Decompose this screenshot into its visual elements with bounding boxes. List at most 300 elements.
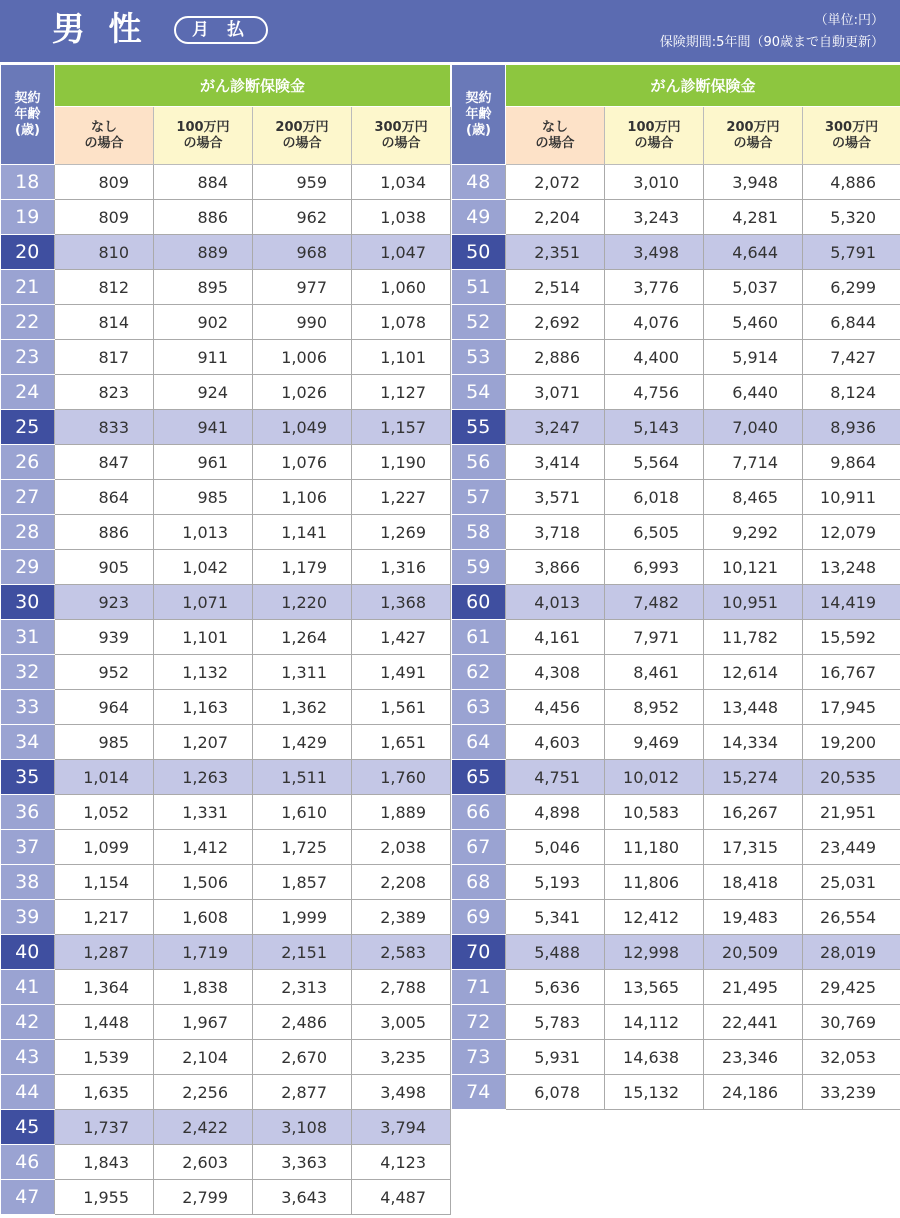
premium-cell: 1,506	[154, 865, 253, 900]
table-row	[1, 270, 451, 305]
premium-cell: 15,132	[605, 1075, 704, 1110]
premium-cell: 10,583	[605, 795, 704, 830]
column-header-line: なし	[90, 119, 117, 135]
premium-cell: 26,554	[803, 900, 900, 935]
table-row	[452, 795, 900, 830]
age-cell: 33	[1, 690, 55, 725]
premium-cell: 809	[55, 200, 154, 235]
premium-cell: 13,248	[803, 550, 900, 585]
premium-cell: 1,725	[253, 830, 352, 865]
premium-cell: 977	[253, 270, 352, 305]
age-cell: 25	[1, 410, 55, 445]
premium-cell: 10,951	[704, 585, 803, 620]
premium-cell: 817	[55, 340, 154, 375]
premium-cell: 1,429	[253, 725, 352, 760]
age-cell: 59	[452, 550, 506, 585]
premium-cell: 8,461	[605, 655, 704, 690]
premium-cell: 1,955	[55, 1180, 154, 1215]
table-row	[1, 935, 451, 970]
age-cell: 37	[1, 830, 55, 865]
premium-cell: 17,945	[803, 690, 900, 725]
premium-cell: 3,643	[253, 1180, 352, 1215]
premium-cell: 1,737	[55, 1110, 154, 1145]
age-cell: 51	[452, 270, 506, 305]
premium-cell: 1,511	[253, 760, 352, 795]
age-cell: 35	[1, 760, 55, 795]
age-cell: 32	[1, 655, 55, 690]
premium-cell: 3,498	[605, 235, 704, 270]
premium-cell: 1,076	[253, 445, 352, 480]
premium-cell: 5,193	[506, 865, 605, 900]
table-row	[1, 410, 451, 445]
premium-cell: 1,651	[352, 725, 451, 760]
premium-cell: 4,756	[605, 375, 704, 410]
premium-cell: 5,791	[803, 235, 900, 270]
premium-cell: 1,331	[154, 795, 253, 830]
age-cell: 38	[1, 865, 55, 900]
age-cell: 57	[452, 480, 506, 515]
premium-cell: 1,179	[253, 550, 352, 585]
premium-cell: 4,456	[506, 690, 605, 725]
table-row	[1, 235, 451, 270]
premium-cell: 6,505	[605, 515, 704, 550]
premium-cell: 1,491	[352, 655, 451, 690]
premium-cell: 14,638	[605, 1040, 704, 1075]
premium-cell: 1,014	[55, 760, 154, 795]
premium-cell: 8,124	[803, 375, 900, 410]
premium-cell: 1,227	[352, 480, 451, 515]
premium-cell: 11,806	[605, 865, 704, 900]
premium-cell: 1,047	[352, 235, 451, 270]
premium-cell: 2,104	[154, 1040, 253, 1075]
premium-cell: 1,608	[154, 900, 253, 935]
premium-cell: 1,999	[253, 900, 352, 935]
premium-cell: 5,914	[704, 340, 803, 375]
table-row	[1, 550, 451, 585]
group-header: がん診断保険金	[506, 65, 900, 107]
premium-cell: 5,037	[704, 270, 803, 305]
premium-cell: 3,363	[253, 1145, 352, 1180]
premium-cell: 1,099	[55, 830, 154, 865]
age-cell: 22	[1, 305, 55, 340]
premium-cell: 18,418	[704, 865, 803, 900]
premium-cell: 11,180	[605, 830, 704, 865]
premium-cell: 5,636	[506, 970, 605, 1005]
premium-cell: 810	[55, 235, 154, 270]
premium-cell: 19,200	[803, 725, 900, 760]
premium-cell: 3,571	[506, 480, 605, 515]
premium-cell: 1,042	[154, 550, 253, 585]
age-cell: 26	[1, 445, 55, 480]
premium-cell: 7,714	[704, 445, 803, 480]
table-row	[452, 200, 900, 235]
column-header-line: の場合	[535, 135, 575, 151]
table-row	[452, 515, 900, 550]
premium-cell: 5,046	[506, 830, 605, 865]
premium-cell: 1,106	[253, 480, 352, 515]
table-row	[452, 1040, 900, 1075]
premium-cell: 1,263	[154, 760, 253, 795]
age-cell: 39	[1, 900, 55, 935]
table-row	[452, 865, 900, 900]
premium-cell: 24,186	[704, 1075, 803, 1110]
table-body-left	[1, 165, 451, 1215]
age-cell: 65	[452, 760, 506, 795]
premium-cell: 3,071	[506, 375, 605, 410]
table-row	[452, 445, 900, 480]
table-row	[1, 620, 451, 655]
premium-cell: 911	[154, 340, 253, 375]
premium-cell: 1,311	[253, 655, 352, 690]
table-row	[1, 1145, 451, 1180]
premium-cell: 924	[154, 375, 253, 410]
premium-cell: 10,012	[605, 760, 704, 795]
table-row	[452, 1005, 900, 1040]
column-header-none	[506, 107, 605, 165]
premium-cell: 990	[253, 305, 352, 340]
table-row	[452, 375, 900, 410]
premium-cell: 1,013	[154, 515, 253, 550]
premium-cell: 5,320	[803, 200, 900, 235]
premium-cell: 5,341	[506, 900, 605, 935]
premium-cell: 5,460	[704, 305, 803, 340]
premium-cell: 1,207	[154, 725, 253, 760]
premium-cell: 1,635	[55, 1075, 154, 1110]
age-header-line: (歳)	[15, 122, 40, 138]
premium-cell: 895	[154, 270, 253, 305]
premium-cell: 10,911	[803, 480, 900, 515]
column-header-line: の場合	[832, 135, 872, 151]
age-cell: 73	[452, 1040, 506, 1075]
premium-cell: 1,101	[154, 620, 253, 655]
table-row	[1, 1180, 451, 1215]
premium-cell: 3,247	[506, 410, 605, 445]
age-cell: 50	[452, 235, 506, 270]
column-header-line: 200万円	[275, 119, 329, 135]
table-row	[452, 690, 900, 725]
premium-cell: 1,101	[352, 340, 451, 375]
premium-cell: 1,287	[55, 935, 154, 970]
premium-cell: 4,751	[506, 760, 605, 795]
premium-cell: 1,038	[352, 200, 451, 235]
premium-cell: 4,644	[704, 235, 803, 270]
age-cell: 52	[452, 305, 506, 340]
premium-cell: 2,389	[352, 900, 451, 935]
age-cell: 54	[452, 375, 506, 410]
table-row	[1, 375, 451, 410]
premium-cell: 12,998	[605, 935, 704, 970]
premium-cell: 964	[55, 690, 154, 725]
age-cell: 34	[1, 725, 55, 760]
column-header-100	[154, 107, 253, 165]
age-cell: 21	[1, 270, 55, 305]
table-row	[452, 970, 900, 1005]
premium-cell: 4,161	[506, 620, 605, 655]
table-row	[1, 305, 451, 340]
premium-cell: 968	[253, 235, 352, 270]
column-header-line: の場合	[183, 135, 223, 151]
premium-cell: 812	[55, 270, 154, 305]
premium-cell: 1,362	[253, 690, 352, 725]
premium-cell: 7,040	[704, 410, 803, 445]
premium-cell: 7,482	[605, 585, 704, 620]
age-cell: 42	[1, 1005, 55, 1040]
table-row	[452, 900, 900, 935]
table-row	[452, 410, 900, 445]
group-header: がん診断保険金	[55, 65, 451, 107]
premium-cell: 809	[55, 165, 154, 200]
premium-cell: 952	[55, 655, 154, 690]
premium-cell: 1,889	[352, 795, 451, 830]
table-row	[1, 655, 451, 690]
premium-cell: 19,483	[704, 900, 803, 935]
premium-cell: 9,292	[704, 515, 803, 550]
age-cell: 53	[452, 340, 506, 375]
premium-cell: 3,948	[704, 165, 803, 200]
age-cell: 63	[452, 690, 506, 725]
table-row	[452, 935, 900, 970]
age-cell: 72	[452, 1005, 506, 1040]
table-row	[1, 585, 451, 620]
premium-cell: 6,018	[605, 480, 704, 515]
table-row	[1, 760, 451, 795]
column-header-line: 300万円	[374, 119, 428, 135]
premium-cell: 3,776	[605, 270, 704, 305]
age-column-header	[452, 65, 506, 165]
premium-cell: 961	[154, 445, 253, 480]
premium-cell: 1,364	[55, 970, 154, 1005]
premium-cell: 20,535	[803, 760, 900, 795]
age-header-line: 契約	[14, 90, 41, 106]
table-row	[1, 795, 451, 830]
age-cell: 61	[452, 620, 506, 655]
premium-cell: 21,495	[704, 970, 803, 1005]
table-row	[1, 900, 451, 935]
column-header-200	[253, 107, 352, 165]
age-cell: 29	[1, 550, 55, 585]
column-header-line: の場合	[282, 135, 322, 151]
column-header-line: の場合	[84, 135, 124, 151]
premium-cell: 16,267	[704, 795, 803, 830]
payment-mode-badge: 月 払	[174, 16, 268, 44]
premium-cell: 1,843	[55, 1145, 154, 1180]
table-row	[1, 515, 451, 550]
premium-cell: 941	[154, 410, 253, 445]
premium-cell: 1,217	[55, 900, 154, 935]
premium-cell: 1,220	[253, 585, 352, 620]
premium-cell: 1,163	[154, 690, 253, 725]
age-header-line: 契約	[465, 90, 492, 106]
premium-cell: 2,514	[506, 270, 605, 305]
premium-cell: 32,053	[803, 1040, 900, 1075]
premium-cell: 8,465	[704, 480, 803, 515]
premium-cell: 1,006	[253, 340, 352, 375]
premium-cell: 4,308	[506, 655, 605, 690]
table-row	[452, 480, 900, 515]
premium-cell: 1,719	[154, 935, 253, 970]
age-cell: 60	[452, 585, 506, 620]
table-row	[1, 690, 451, 725]
column-header-100	[605, 107, 704, 165]
premium-cell: 3,414	[506, 445, 605, 480]
premium-cell: 10,121	[704, 550, 803, 585]
column-header-300	[803, 107, 900, 165]
premium-cell: 3,794	[352, 1110, 451, 1145]
column-header-line: 200万円	[726, 119, 780, 135]
table-row	[452, 340, 900, 375]
premium-cell: 1,967	[154, 1005, 253, 1040]
premium-cell: 1,157	[352, 410, 451, 445]
premium-cell: 959	[253, 165, 352, 200]
age-cell: 74	[452, 1075, 506, 1110]
premium-cell: 985	[55, 725, 154, 760]
premium-cell: 889	[154, 235, 253, 270]
column-header-line: 300万円	[824, 119, 879, 135]
table-row	[1, 970, 451, 1005]
premium-cell: 1,539	[55, 1040, 154, 1075]
table-row	[1, 1005, 451, 1040]
page-title: 男 性	[52, 9, 148, 48]
premium-cell: 2,422	[154, 1110, 253, 1145]
premium-cell: 3,718	[506, 515, 605, 550]
age-cell: 68	[452, 865, 506, 900]
premium-cell: 2,204	[506, 200, 605, 235]
premium-cell: 3,866	[506, 550, 605, 585]
premium-cell: 814	[55, 305, 154, 340]
table-row	[452, 165, 900, 200]
premium-cell: 1,838	[154, 970, 253, 1005]
premium-cell: 5,783	[506, 1005, 605, 1040]
premium-cell: 4,603	[506, 725, 605, 760]
age-cell: 31	[1, 620, 55, 655]
premium-cell: 7,427	[803, 340, 900, 375]
premium-cell: 5,931	[506, 1040, 605, 1075]
premium-cell: 7,971	[605, 620, 704, 655]
age-cell: 20	[1, 235, 55, 270]
premium-cell: 5,564	[605, 445, 704, 480]
table-row	[1, 725, 451, 760]
age-cell: 43	[1, 1040, 55, 1075]
column-header-300	[352, 107, 451, 165]
unit-note: （単位:円）	[814, 13, 884, 28]
table-row	[1, 200, 451, 235]
premium-cell: 16,767	[803, 655, 900, 690]
premium-cell: 3,498	[352, 1075, 451, 1110]
column-header-line: 100万円	[627, 119, 681, 135]
premium-cell: 22,441	[704, 1005, 803, 1040]
table-row	[1, 1075, 451, 1110]
premium-cell: 1,368	[352, 585, 451, 620]
premium-cell: 13,565	[605, 970, 704, 1005]
premium-cell: 23,346	[704, 1040, 803, 1075]
table-row	[1, 1110, 451, 1145]
age-cell: 67	[452, 830, 506, 865]
premium-table-right	[451, 64, 900, 1110]
premium-cell: 2,799	[154, 1180, 253, 1215]
table-row	[452, 655, 900, 690]
premium-cell: 6,844	[803, 305, 900, 340]
premium-cell: 15,592	[803, 620, 900, 655]
age-cell: 66	[452, 795, 506, 830]
column-header-line: の場合	[733, 135, 773, 151]
premium-cell: 8,936	[803, 410, 900, 445]
premium-cell: 1,127	[352, 375, 451, 410]
premium-cell: 1,264	[253, 620, 352, 655]
table-row	[452, 235, 900, 270]
age-cell: 58	[452, 515, 506, 550]
page-header	[0, 0, 900, 62]
premium-cell: 1,052	[55, 795, 154, 830]
premium-cell: 4,487	[352, 1180, 451, 1215]
premium-cell: 905	[55, 550, 154, 585]
table-row	[452, 270, 900, 305]
age-cell: 45	[1, 1110, 55, 1145]
premium-cell: 1,190	[352, 445, 451, 480]
premium-cell: 33,239	[803, 1075, 900, 1110]
age-column-header	[1, 65, 55, 165]
premium-cell: 823	[55, 375, 154, 410]
table-row	[1, 830, 451, 865]
premium-cell: 12,412	[605, 900, 704, 935]
period-note: 保険期間:5年間（90歳まで自動更新）	[659, 35, 884, 50]
premium-cell: 847	[55, 445, 154, 480]
premium-table-left	[0, 64, 451, 1215]
age-cell: 55	[452, 410, 506, 445]
table-row	[452, 760, 900, 795]
table-row	[452, 830, 900, 865]
premium-cell: 14,112	[605, 1005, 704, 1040]
premium-cell: 886	[55, 515, 154, 550]
premium-cell: 3,235	[352, 1040, 451, 1075]
premium-cell: 1,760	[352, 760, 451, 795]
premium-cell: 1,412	[154, 830, 253, 865]
age-cell: 69	[452, 900, 506, 935]
premium-cell: 985	[154, 480, 253, 515]
premium-cell: 1,060	[352, 270, 451, 305]
premium-cell: 1,049	[253, 410, 352, 445]
premium-cell: 4,281	[704, 200, 803, 235]
premium-cell: 884	[154, 165, 253, 200]
age-cell: 27	[1, 480, 55, 515]
premium-cell: 1,316	[352, 550, 451, 585]
column-header-line: の場合	[634, 135, 674, 151]
premium-cell: 939	[55, 620, 154, 655]
age-cell: 70	[452, 935, 506, 970]
table-row	[1, 1040, 451, 1075]
premium-cell: 2,256	[154, 1075, 253, 1110]
table-row	[1, 340, 451, 375]
table-row	[452, 305, 900, 340]
table-row	[1, 165, 451, 200]
premium-cell: 2,583	[352, 935, 451, 970]
table-body-right	[452, 165, 900, 1110]
premium-cell: 11,782	[704, 620, 803, 655]
premium-cell: 1,154	[55, 865, 154, 900]
premium-cell: 23,449	[803, 830, 900, 865]
premium-cell: 833	[55, 410, 154, 445]
premium-cell: 8,952	[605, 690, 704, 725]
table-row	[452, 550, 900, 585]
premium-cell: 1,071	[154, 585, 253, 620]
age-cell: 19	[1, 200, 55, 235]
premium-cell: 20,509	[704, 935, 803, 970]
premium-cell: 9,864	[803, 445, 900, 480]
premium-cell: 2,670	[253, 1040, 352, 1075]
age-cell: 64	[452, 725, 506, 760]
premium-cell: 2,603	[154, 1145, 253, 1180]
age-cell: 40	[1, 935, 55, 970]
premium-cell: 2,351	[506, 235, 605, 270]
